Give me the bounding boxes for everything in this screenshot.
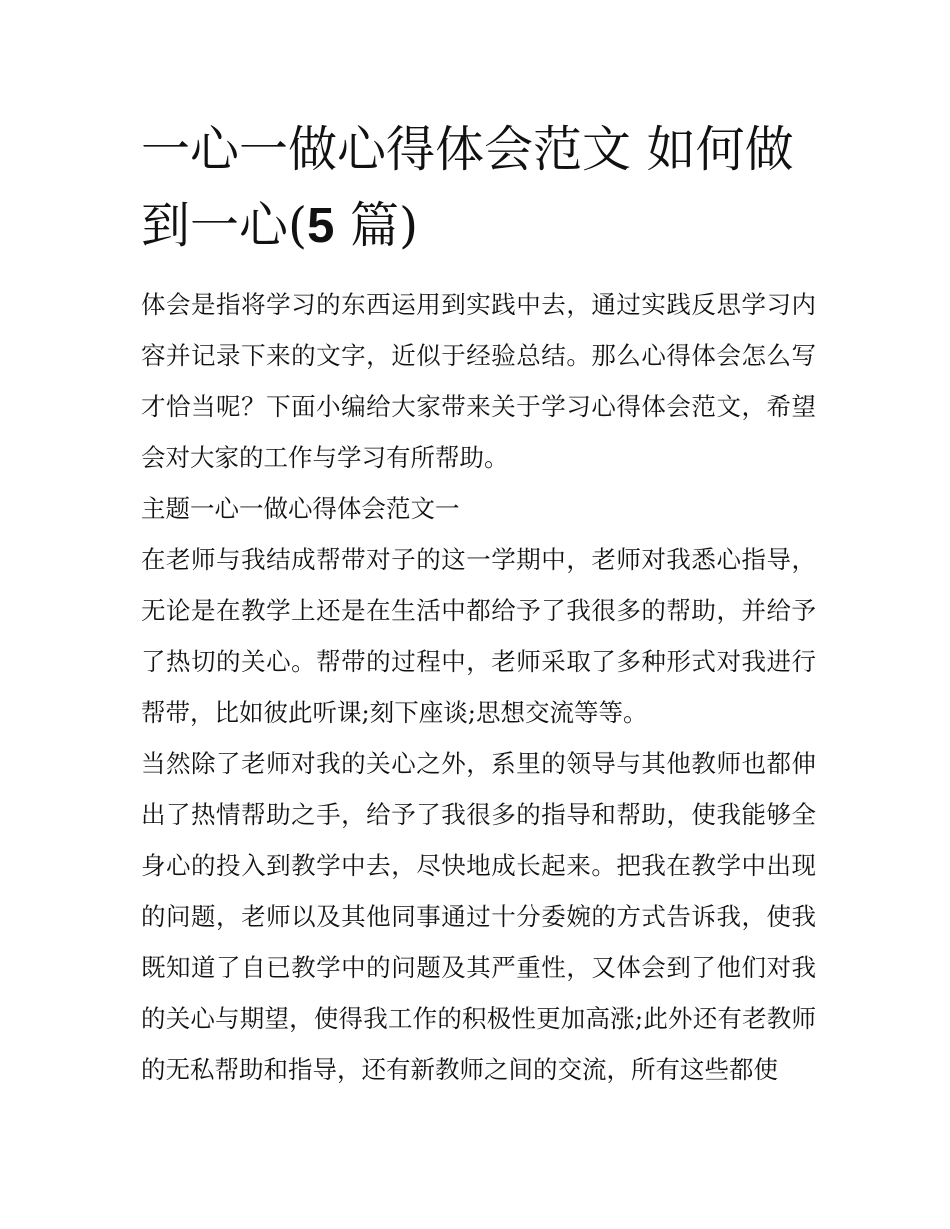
title-text-part2: 篇) bbox=[334, 197, 419, 254]
title-text-part1: 一心一做心得体会范文 如何做到一心( bbox=[141, 121, 794, 254]
body-paragraph: 当然除了老师对我的关心之外，系里的领导与其他教师也都伸出了热情帮助之手，给予了我很多的指导和帮助，使我能够全身心的投入到教学中去，尽快地成长起来。把我在教学中出现的问题，老师以及其他同事通过十分委婉的方式告诉我，使我既知道了自已教学中的问题及其严重性，又体会到了他们对我的关心与期望，使得我工作的积极性更加高涨;此外还有老教师的无私帮助和指导，还有新教师之间的交流，所有这些都使 bbox=[141, 749, 816, 1084]
document-body bbox=[141, 279, 816, 1095]
intro-paragraph: 体会是指将学习的东西运用到实践中去，通过实践反思学习内容并记录下来的文字，近似于经验总结。那么心得体会怎么写才恰当呢？下面小编给大家带来关于学习心得体会范文，希望会对大家的工作与学习有所帮助。 bbox=[141, 290, 816, 472]
title-number: 5 bbox=[307, 199, 335, 253]
body-paragraph: 在老师与我结成帮带对子的这一学期中，老师对我悉心指导，无论是在教学上还是在生活中都给予了我很多的帮助，并给予了热切的关心。帮带的过程中，老师采取了多种形式对我进行帮带，比如彼此听课;刻下座谈;思想交流等等。 bbox=[141, 545, 816, 727]
section-heading: 主题一心一做心得体会范文一 bbox=[141, 494, 460, 523]
document-title bbox=[141, 112, 821, 264]
